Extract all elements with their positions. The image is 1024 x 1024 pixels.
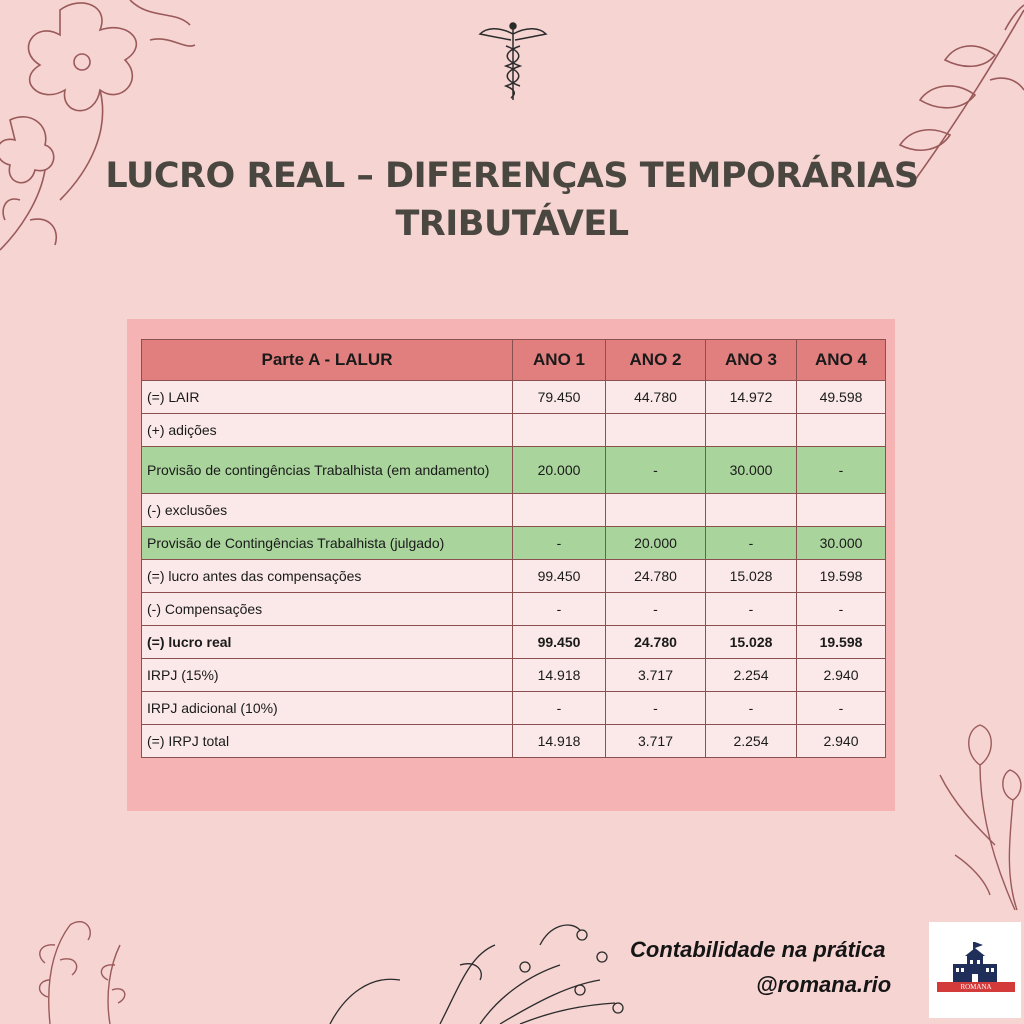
cell-value: -	[797, 593, 886, 626]
row-label: (=) lucro antes das compensações	[142, 560, 513, 593]
table-header-row	[142, 340, 886, 381]
table-row	[142, 692, 886, 725]
footer-handle: @romana.rio	[756, 972, 892, 997]
row-label: IRPJ adicional (10%)	[142, 692, 513, 725]
cell-value: 14.918	[513, 659, 606, 692]
table-panel	[127, 319, 895, 811]
cell-value: -	[706, 692, 797, 725]
floral-decoration-bottom-left	[0, 905, 630, 1024]
cell-value: 15.028	[706, 560, 797, 593]
row-label: (-) exclusões	[142, 494, 513, 527]
cell-value	[606, 414, 706, 447]
cell-value	[513, 494, 606, 527]
cell-value: -	[606, 447, 706, 494]
row-label: Provisão de contingências Trabalhista (em andamento)	[142, 447, 513, 494]
cell-value: -	[513, 692, 606, 725]
table-row	[142, 560, 886, 593]
building-icon	[951, 942, 999, 984]
cell-value: 20.000	[513, 447, 606, 494]
cell-value: 20.000	[606, 527, 706, 560]
cell-value: 99.450	[513, 560, 606, 593]
cell-value: 15.028	[706, 626, 797, 659]
cell-value: 19.598	[797, 626, 886, 659]
row-label: (=) IRPJ total	[142, 725, 513, 758]
table-row	[142, 527, 886, 560]
table-row	[142, 593, 886, 626]
cell-value: 2.254	[706, 725, 797, 758]
row-label: (-) Compensações	[142, 593, 513, 626]
cell-value: -	[706, 593, 797, 626]
cell-value	[797, 414, 886, 447]
cell-value	[706, 494, 797, 527]
cell-value	[797, 494, 886, 527]
row-label: (+) adições	[142, 414, 513, 447]
table-row	[142, 659, 886, 692]
logo-label: ROMANA	[937, 982, 1015, 992]
cell-value: -	[513, 527, 606, 560]
cell-value: 2.940	[797, 659, 886, 692]
cell-value: 79.450	[513, 381, 606, 414]
table-row	[142, 725, 886, 758]
cell-value: -	[606, 692, 706, 725]
column-header: ANO 3	[706, 340, 797, 381]
cell-value: -	[606, 593, 706, 626]
cell-value: 14.918	[513, 725, 606, 758]
cell-value: 44.780	[606, 381, 706, 414]
cell-value: 24.780	[606, 626, 706, 659]
cell-value: 2.254	[706, 659, 797, 692]
row-label: (=) LAIR	[142, 381, 513, 414]
title-line-1: LUCRO REAL – DIFERENÇAS TEMPORÁRIAS	[105, 156, 919, 196]
cell-value	[706, 414, 797, 447]
column-header: ANO 2	[606, 340, 706, 381]
title-line-2: TRIBUTÁVEL	[395, 204, 629, 244]
column-header: ANO 4	[797, 340, 886, 381]
cell-value: 3.717	[606, 659, 706, 692]
table-row	[142, 381, 886, 414]
cell-value: -	[797, 447, 886, 494]
cell-value: -	[706, 527, 797, 560]
tulip-decoration-right	[935, 715, 1024, 915]
cell-value: 19.598	[797, 560, 886, 593]
row-label: Provisão de Contingências Trabalhista (julgado)	[142, 527, 513, 560]
cell-value: 2.940	[797, 725, 886, 758]
table-row	[142, 494, 886, 527]
row-label: IRPJ (15%)	[142, 659, 513, 692]
row-label: (=) lucro real	[142, 626, 513, 659]
cell-value: -	[513, 593, 606, 626]
cell-value: 99.450	[513, 626, 606, 659]
footer-tagline: Contabilidade na prática	[630, 937, 886, 962]
table-row	[142, 414, 886, 447]
romana-logo	[929, 922, 1021, 1018]
table-row	[142, 447, 886, 494]
page-title	[0, 152, 1024, 248]
lalur-table	[141, 339, 886, 758]
cell-value: 49.598	[797, 381, 886, 414]
cell-value: 30.000	[797, 527, 886, 560]
table-row	[142, 626, 886, 659]
cell-value	[513, 414, 606, 447]
cell-value: 3.717	[606, 725, 706, 758]
cell-value: -	[797, 692, 886, 725]
cell-value	[606, 494, 706, 527]
cell-value: 30.000	[706, 447, 797, 494]
cell-value: 24.780	[606, 560, 706, 593]
caduceus-icon	[478, 20, 548, 102]
column-header: ANO 1	[513, 340, 606, 381]
column-header: Parte A - LALUR	[142, 340, 513, 381]
cell-value: 14.972	[706, 381, 797, 414]
